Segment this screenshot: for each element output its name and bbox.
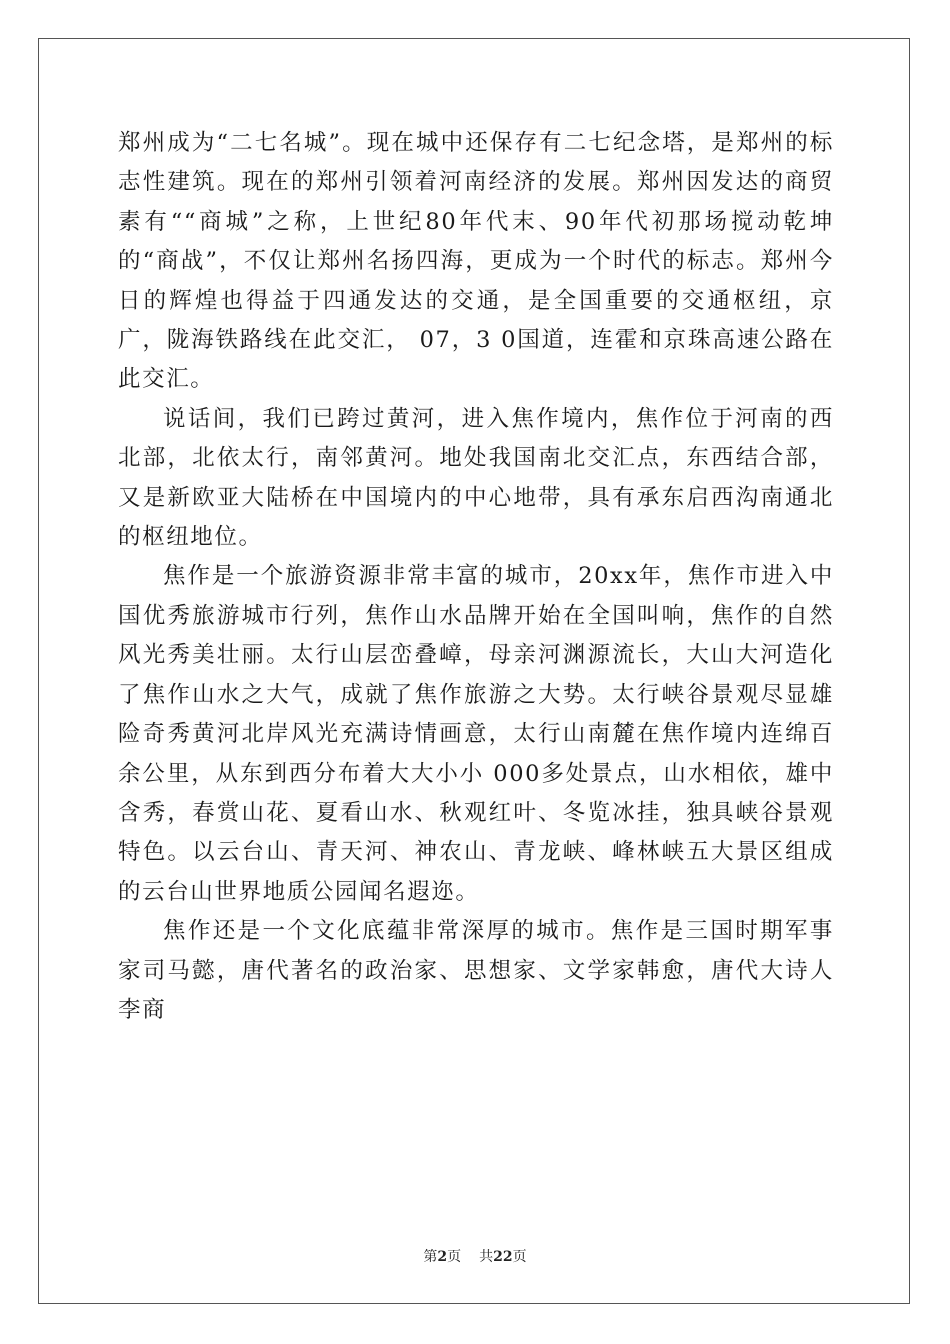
total-prefix: 共 [479,1249,494,1265]
page-total [479,1249,526,1265]
total-suffix: 页 [512,1249,527,1265]
total-page-count: 22 [493,1249,513,1265]
current-page-number: 2 [437,1249,448,1265]
paragraph-4: 焦作还是一个文化底蕴非常深厚的城市。焦作是三国时期军事家司马懿，唐代著名的政治家、思想家、文学家韩愈，唐代大诗人李商 [118,918,834,1023]
page-footer [0,1248,950,1266]
document-body [118,124,834,1030]
paragraph-2: 说话间，我们已跨过黄河，进入焦作境内，焦作位于河南的西北部，北依太行，南邻黄河。地处我国南北交汇点，东西结合部，又是新欧亚大陆桥在中国境内的中心地带，具有承东启西沟南通北的枢纽地位。 [118,405,834,551]
paragraph-3: 焦作是一个旅游资源非常丰富的城市，20xx年，焦作市进入中国优秀旅游城市行列，焦作山水品牌开始在全国叫响，焦作的自然风光秀美壮丽。太行山层峦叠嶂，母亲河渊源流长，大山大河造化了焦作山水之大气，成就了焦作旅游之大势。太行峡谷景观尽显雄险奇秀黄河北岸风光充满诗情画意，太行山南麓在焦作境内连绵百余公里，从东到西分布着大大小小 000多处景点，山水相依，雄中含秀，春赏山花、夏看山水、秋观红叶、冬览冰挂，独具峡谷景观特色。以云台山、青天河、神农山、青龙峡、峰林峡五大景区组成的云台山世界地质公园闻名遐迩。 [118,563,834,905]
page-suffix: 页 [447,1249,462,1265]
paragraph-1: 郑州成为“二七名城”。现在城中还保存有二七纪念塔，是郑州的标志性建筑。现在的郑州引领着河南经济的发展。郑州因发达的商贸素有““商城”之称，上世纪80年代末、90年代初那场搅动乾坤的“商战”，不仅让郑州名扬四海，更成为一个时代的标志。郑州今日的辉煌也得益于四通发达的交通，是全国重要的交通枢纽，京广，陇海铁路线在此交汇， 07，3 0国道，连霍和京珠高速公路在此交汇。 [118,130,834,393]
page-prefix: 第 [423,1249,438,1265]
page-number [423,1249,461,1265]
